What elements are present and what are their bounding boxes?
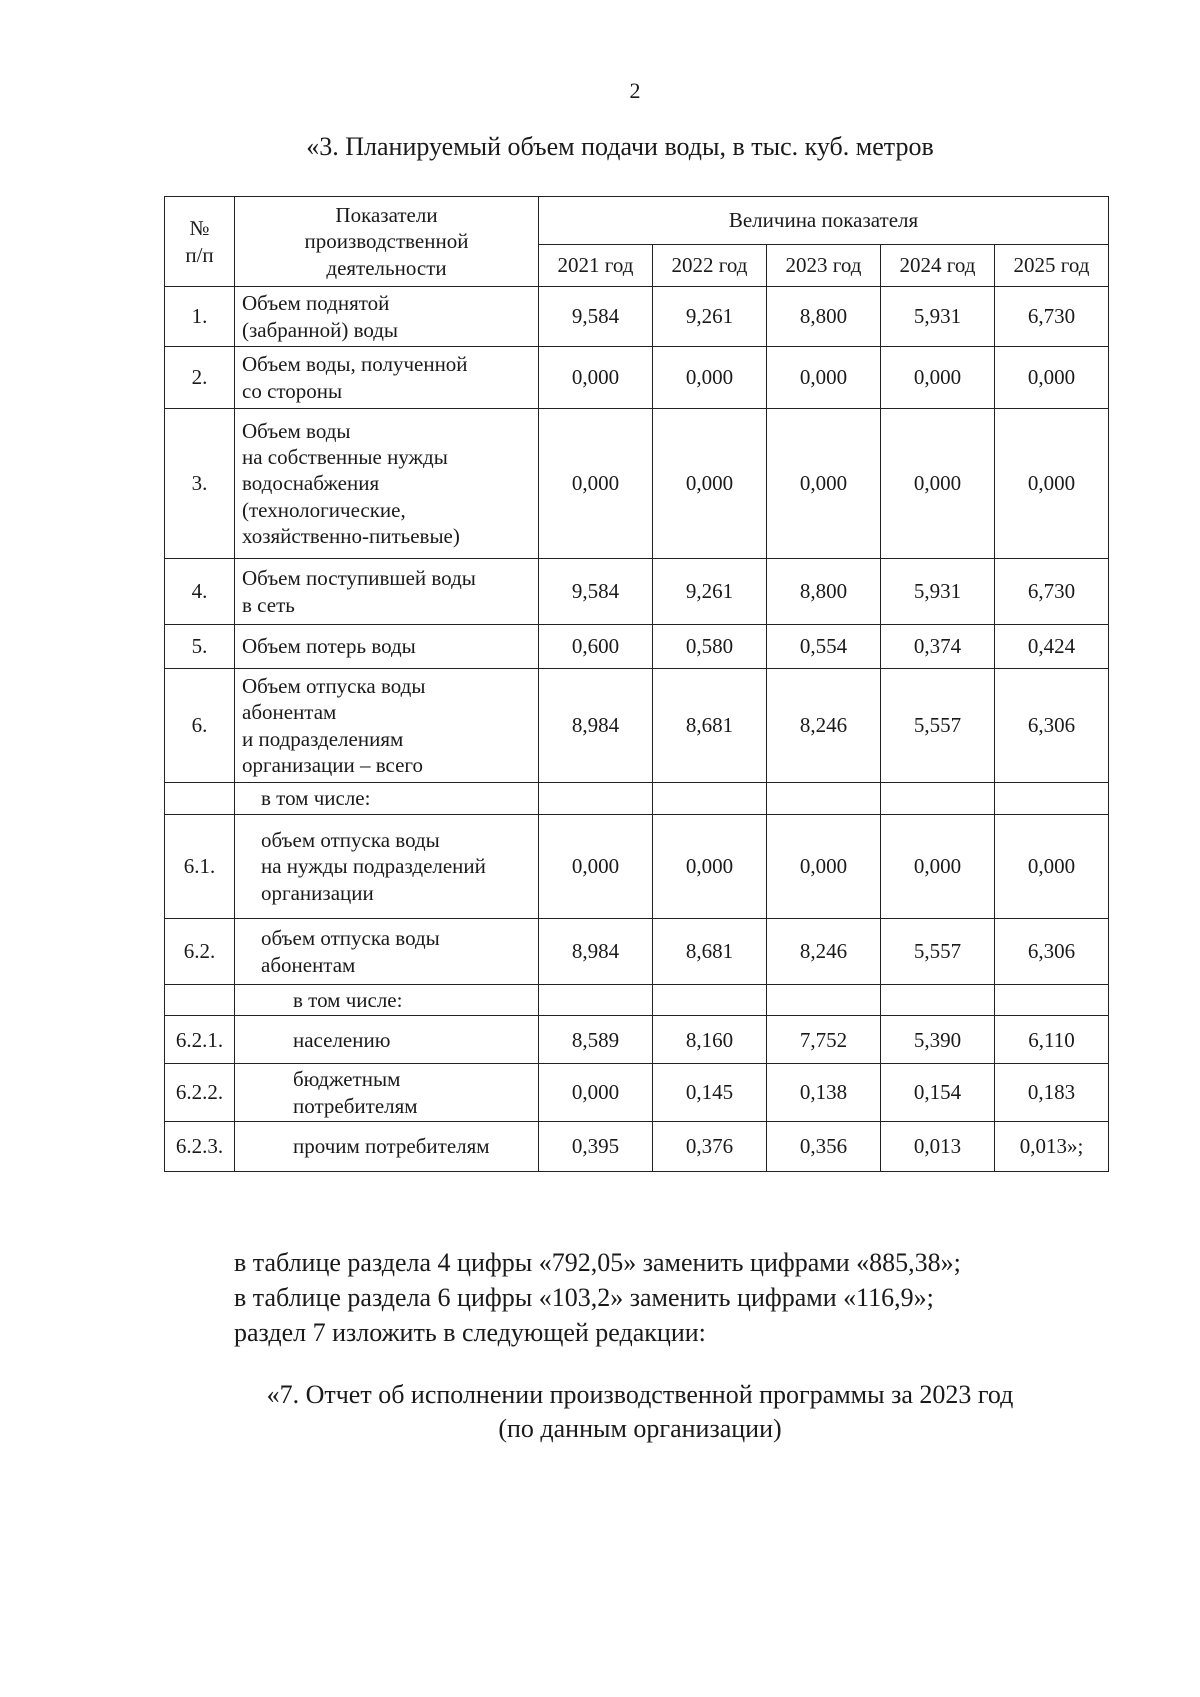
amendment-notes	[234, 1245, 961, 1350]
row-value: 0,000	[767, 815, 881, 919]
indicator-name-line: (забранной) воды	[242, 317, 399, 342]
row-number: 6.2.3.	[165, 1121, 235, 1171]
row-number: 6.1.	[165, 815, 235, 919]
note-line: в таблице раздела 4 цифры «792,05» заменить цифрами «885,38»;	[234, 1248, 961, 1277]
row-value: 8,984	[539, 919, 653, 985]
row-number: 6.	[165, 669, 235, 783]
row-value: 0,600	[539, 625, 653, 669]
row-value: 5,557	[881, 669, 995, 783]
row-value: 8,246	[767, 919, 881, 985]
row-indicator-name	[235, 1064, 539, 1122]
indicator-name-line: водоснабжения	[242, 471, 380, 496]
row-value: 0,424	[995, 625, 1109, 669]
row-number: 6.2.	[165, 919, 235, 985]
indicator-name-line: Объем отпуска воды	[242, 674, 426, 698]
indicator-name-line: со стороны	[242, 378, 343, 403]
indicator-name-line: в сеть	[242, 592, 295, 617]
header-indicator-line: производственной	[304, 229, 469, 254]
row-value: 6,306	[995, 919, 1109, 985]
row-number	[165, 783, 235, 815]
row-value: 0,374	[881, 625, 995, 669]
table-row	[165, 1064, 1109, 1122]
table-row	[165, 669, 1109, 783]
row-value: 8,589	[539, 1016, 653, 1064]
row-value: 8,800	[767, 559, 881, 625]
header-year: 2022 год	[653, 245, 767, 287]
next-section-title	[0, 1378, 1200, 1446]
row-value	[767, 985, 881, 1016]
row-value: 8,246	[767, 669, 881, 783]
row-indicator-name	[235, 287, 539, 347]
next-section-line: «7. Отчет об исполнении производственной программы за 2023 год	[266, 1380, 1014, 1409]
table-header-row	[165, 197, 1109, 245]
row-value: 0,000	[653, 409, 767, 559]
header-indicator-line: Показатели	[335, 203, 438, 228]
row-value: 0,138	[767, 1064, 881, 1122]
indicator-name-line: в том числе:	[261, 786, 371, 811]
row-number: 3.	[165, 409, 235, 559]
note-line: в таблице раздела 6 цифры «103,2» заменить цифрами «116,9»;	[234, 1283, 934, 1312]
header-value-group: Величина показателя	[539, 197, 1109, 245]
indicator-name-line: Объем поступившей воды	[242, 566, 476, 591]
table-row	[165, 1016, 1109, 1064]
header-year: 2025 год	[995, 245, 1109, 287]
row-value	[881, 783, 995, 815]
indicator-name-line: объем отпуска воды	[261, 828, 440, 853]
table-row	[165, 559, 1109, 625]
row-value: 0,554	[767, 625, 881, 669]
row-value: 6,730	[995, 287, 1109, 347]
row-value	[539, 783, 653, 815]
row-value: 0,000	[539, 409, 653, 559]
row-value: 0,000	[539, 347, 653, 409]
row-indicator-name	[235, 783, 539, 815]
row-value: 0,183	[995, 1064, 1109, 1122]
indicator-name-line: бюджетным	[293, 1067, 401, 1092]
row-value: 5,390	[881, 1016, 995, 1064]
row-value: 0,145	[653, 1064, 767, 1122]
indicator-name-line: Объем воды	[242, 418, 351, 443]
row-value: 7,752	[767, 1016, 881, 1064]
row-value: 5,931	[881, 559, 995, 625]
row-value: 0,000	[539, 1064, 653, 1122]
table-body	[165, 287, 1109, 1172]
row-value: 8,160	[653, 1016, 767, 1064]
indicator-name-line: организации	[261, 880, 374, 905]
row-indicator-name	[235, 559, 539, 625]
table-row	[165, 985, 1109, 1016]
row-value: 5,931	[881, 287, 995, 347]
row-value	[653, 783, 767, 815]
row-value: 0,000	[881, 347, 995, 409]
row-value: 0,395	[539, 1121, 653, 1171]
row-value	[995, 985, 1109, 1016]
header-indicator-line: деятельности	[326, 255, 447, 280]
row-indicator-name	[235, 669, 539, 783]
row-number: 2.	[165, 347, 235, 409]
row-value: 0,000	[995, 409, 1109, 559]
row-value: 6,730	[995, 559, 1109, 625]
row-indicator-name	[235, 985, 539, 1016]
row-number: 1.	[165, 287, 235, 347]
row-number	[165, 985, 235, 1016]
row-indicator-name	[235, 409, 539, 559]
row-value: 0,000	[995, 347, 1109, 409]
indicator-name-line: и подразделениям	[242, 726, 404, 751]
indicator-name-line: на нужды подразделений	[261, 854, 486, 879]
indicator-name-line: прочим потребителям	[293, 1134, 490, 1159]
row-indicator-name	[235, 919, 539, 985]
row-value: 0,580	[653, 625, 767, 669]
row-value: 8,681	[653, 669, 767, 783]
row-value: 9,584	[539, 287, 653, 347]
row-value: 0,376	[653, 1121, 767, 1171]
header-year: 2021 год	[539, 245, 653, 287]
row-value	[767, 783, 881, 815]
indicators-table	[164, 196, 1109, 1172]
row-value: 9,261	[653, 287, 767, 347]
row-value: 0,000	[881, 815, 995, 919]
indicator-name-line: Объем потерь воды	[242, 634, 416, 659]
row-value: 0,000	[767, 409, 881, 559]
row-indicator-name	[235, 347, 539, 409]
row-value: 9,584	[539, 559, 653, 625]
indicator-name-line: Объем воды, полученной	[242, 352, 468, 377]
row-value: 0,013»;	[995, 1121, 1109, 1171]
row-number: 6.2.2.	[165, 1064, 235, 1122]
indicator-name-line: населению	[293, 1027, 391, 1052]
next-section-line: (по данным организации)	[498, 1414, 782, 1443]
row-value: 0,000	[767, 347, 881, 409]
row-value: 0,000	[653, 347, 767, 409]
header-num-line: п/п	[185, 242, 214, 267]
row-value	[653, 985, 767, 1016]
row-value: 0,356	[767, 1121, 881, 1171]
row-value: 0,000	[881, 409, 995, 559]
row-value	[881, 985, 995, 1016]
page-number: 2	[629, 78, 641, 103]
indicator-name-line: организации – всего	[242, 752, 424, 777]
row-indicator-name	[235, 815, 539, 919]
indicator-name-line: абонентам	[261, 952, 356, 977]
header-num-line: №	[189, 216, 210, 241]
table-row	[165, 347, 1109, 409]
row-value: 0,000	[653, 815, 767, 919]
indicator-name-line: (технологические,	[242, 497, 406, 522]
header-year: 2023 год	[767, 245, 881, 287]
header-num	[165, 197, 235, 287]
header-indicator	[235, 197, 539, 287]
header-year: 2024 год	[881, 245, 995, 287]
table-row	[165, 409, 1109, 559]
table-row	[165, 1121, 1109, 1171]
row-value: 0,000	[995, 815, 1109, 919]
indicator-name-line: потребителям	[293, 1093, 418, 1118]
row-value: 0,013	[881, 1121, 995, 1171]
row-value: 6,110	[995, 1016, 1109, 1064]
row-value: 9,261	[653, 559, 767, 625]
row-value: 0,000	[539, 815, 653, 919]
row-value	[539, 985, 653, 1016]
indicator-name-line: объем отпуска воды	[261, 926, 440, 951]
indicator-name-line: хозяйственно-питьевые)	[242, 523, 460, 548]
indicator-name-line: Объем поднятой	[242, 291, 390, 316]
indicator-name-line: в том числе:	[293, 988, 403, 1012]
note-line: раздел 7 изложить в следующей редакции:	[234, 1318, 706, 1347]
row-value	[995, 783, 1109, 815]
row-number: 5.	[165, 625, 235, 669]
indicator-name-line: на собственные нужды	[242, 445, 448, 470]
row-value: 5,557	[881, 919, 995, 985]
row-indicator-name	[235, 1016, 539, 1064]
row-number: 6.2.1.	[165, 1016, 235, 1064]
row-value: 8,681	[653, 919, 767, 985]
table-row	[165, 919, 1109, 985]
row-value: 6,306	[995, 669, 1109, 783]
indicator-name-line: абонентам	[242, 700, 337, 725]
row-value: 8,984	[539, 669, 653, 783]
table-row	[165, 625, 1109, 669]
row-indicator-name	[235, 1121, 539, 1171]
row-value: 0,154	[881, 1064, 995, 1122]
table-row	[165, 815, 1109, 919]
table-row	[165, 287, 1109, 347]
row-number: 4.	[165, 559, 235, 625]
table-row	[165, 783, 1109, 815]
row-indicator-name	[235, 625, 539, 669]
row-value: 8,800	[767, 287, 881, 347]
section-title: «3. Планируемый объем подачи воды, в тыс. куб. метров	[306, 132, 934, 161]
